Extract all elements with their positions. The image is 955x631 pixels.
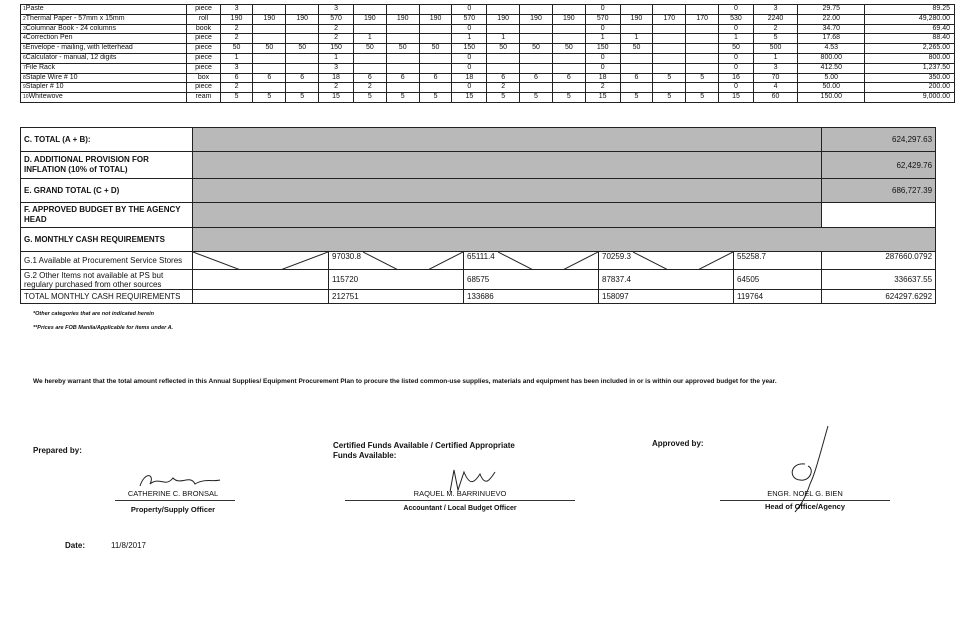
warrant-statement: We hereby warrant that the total amount reflected in this Annual Supplies/ Equipment Procurement Plan to procure the listed common-use supplies, materials and equipment has been included in or is within our approved budget for the year. bbox=[33, 378, 777, 385]
amount-cell: 1,237.50 bbox=[865, 63, 955, 73]
month-qty bbox=[520, 5, 553, 15]
quarter-qty: 18 bbox=[452, 73, 487, 83]
month-qty bbox=[552, 34, 585, 44]
amount-cell: 49,280.00 bbox=[865, 14, 955, 24]
month-qty bbox=[253, 34, 286, 44]
month-qty bbox=[353, 24, 386, 34]
quarter-qty: 15 bbox=[319, 93, 354, 103]
g1-q2: 65111.4 bbox=[467, 252, 495, 261]
quarter-qty: 0 bbox=[585, 63, 620, 73]
month-qty bbox=[620, 53, 653, 63]
month-qty: 2 bbox=[487, 83, 520, 93]
quarter-qty: 3 bbox=[319, 63, 354, 73]
price-cell: 22.00 bbox=[798, 14, 865, 24]
month-qty: 5 bbox=[487, 93, 520, 103]
month-qty bbox=[686, 63, 719, 73]
month-qty: 6 bbox=[353, 73, 386, 83]
month-qty: 1 bbox=[487, 34, 520, 44]
unit-cell: piece bbox=[187, 53, 220, 63]
item-number: 4 bbox=[23, 35, 26, 42]
item-name-cell bbox=[21, 44, 187, 54]
month-qty: 5 bbox=[220, 93, 253, 103]
month-qty bbox=[286, 24, 319, 34]
month-qty: 50 bbox=[253, 44, 286, 54]
item-name-cell bbox=[21, 83, 187, 93]
total-qty: 500 bbox=[753, 44, 797, 54]
month-qty bbox=[487, 5, 520, 15]
month-qty: 5 bbox=[686, 93, 719, 103]
quarter-qty: 1 bbox=[319, 53, 354, 63]
total-qty: 3 bbox=[753, 5, 797, 15]
item-name-cell bbox=[21, 5, 187, 15]
footnote-2: **Prices are FOB Manila/Applicable for items under A. bbox=[33, 325, 174, 331]
month-qty: 190 bbox=[620, 14, 653, 24]
price-cell: 17.68 bbox=[798, 34, 865, 44]
item-name: Columnar Book - 24 columns bbox=[25, 24, 117, 32]
quarter-qty: 2 bbox=[319, 83, 354, 93]
total-c-label: C. TOTAL (A + B): bbox=[21, 128, 193, 152]
item-name: Staple Wire # 10 bbox=[25, 73, 78, 81]
month-qty bbox=[419, 5, 452, 15]
g2-total: 336637.55 bbox=[822, 270, 936, 290]
table-row bbox=[21, 44, 955, 54]
quarter-qty: 0 bbox=[452, 5, 487, 15]
item-name: Paste bbox=[25, 5, 44, 12]
items-table bbox=[20, 4, 955, 103]
month-qty bbox=[419, 34, 452, 44]
quarter-qty: 1 bbox=[719, 34, 754, 44]
month-qty: 5 bbox=[286, 93, 319, 103]
month-qty bbox=[253, 63, 286, 73]
month-qty bbox=[253, 24, 286, 34]
month-qty: 50 bbox=[286, 44, 319, 54]
g1-q1: 97030.8 bbox=[332, 252, 361, 261]
quarter-qty: 530 bbox=[719, 14, 754, 24]
month-qty bbox=[653, 24, 686, 34]
total-c-value: 624,297.63 bbox=[822, 128, 936, 152]
month-qty: 50 bbox=[487, 44, 520, 54]
month-qty: 50 bbox=[419, 44, 452, 54]
item-name: Correction Pen bbox=[25, 34, 73, 42]
month-qty: 5 bbox=[253, 93, 286, 103]
g1-total: 287660.0792 bbox=[822, 252, 936, 270]
month-qty: 6 bbox=[419, 73, 452, 83]
price-cell: 34.70 bbox=[798, 24, 865, 34]
quarter-qty: 0 bbox=[585, 24, 620, 34]
grand-total-value: 686,727.39 bbox=[822, 179, 936, 203]
quarter-qty: 150 bbox=[319, 44, 354, 54]
month-qty: 190 bbox=[487, 14, 520, 24]
total-q4: 119764 bbox=[734, 290, 822, 304]
quarter-qty: 0 bbox=[719, 5, 754, 15]
item-number: 5 bbox=[23, 45, 26, 52]
total-qty: 1 bbox=[753, 53, 797, 63]
quarter-qty: 15 bbox=[452, 93, 487, 103]
quarter-qty: 570 bbox=[452, 14, 487, 24]
approved-name: ENGR. NOEL G. BIEN bbox=[767, 489, 843, 498]
month-qty: 190 bbox=[253, 14, 286, 24]
month-qty: 5 bbox=[353, 93, 386, 103]
item-name: Stapler # 10 bbox=[25, 83, 64, 91]
month-qty: 50 bbox=[353, 44, 386, 54]
item-number: 2 bbox=[23, 15, 26, 22]
month-qty bbox=[653, 53, 686, 63]
amount-cell: 2,265.00 bbox=[865, 44, 955, 54]
month-qty bbox=[286, 5, 319, 15]
item-name: File Rack bbox=[25, 63, 55, 71]
table-row bbox=[21, 53, 955, 63]
month-qty bbox=[552, 5, 585, 15]
month-qty bbox=[686, 5, 719, 15]
month-qty bbox=[620, 83, 653, 93]
month-qty: 6 bbox=[487, 73, 520, 83]
month-qty bbox=[419, 63, 452, 73]
month-qty: 50 bbox=[520, 44, 553, 54]
month-qty: 5 bbox=[620, 93, 653, 103]
month-qty bbox=[520, 53, 553, 63]
table-row bbox=[21, 5, 955, 15]
unit-cell: book bbox=[187, 24, 220, 34]
price-cell: 800.00 bbox=[798, 53, 865, 63]
month-qty bbox=[520, 83, 553, 93]
price-cell: 150.00 bbox=[798, 93, 865, 103]
item-number: 6 bbox=[23, 54, 26, 61]
amount-cell: 9,000.00 bbox=[865, 93, 955, 103]
month-qty: 1 bbox=[220, 53, 253, 63]
month-qty: 2 bbox=[353, 83, 386, 93]
table-row bbox=[21, 24, 955, 34]
month-qty bbox=[620, 24, 653, 34]
approved-title: Head of Office/Agency bbox=[764, 502, 846, 511]
month-qty: 6 bbox=[620, 73, 653, 83]
month-qty: 2 bbox=[220, 83, 253, 93]
quarter-qty: 50 bbox=[719, 44, 754, 54]
month-qty bbox=[386, 5, 419, 15]
item-name: Thermal Paper - 57mm x 15mm bbox=[25, 14, 125, 22]
month-qty: 50 bbox=[386, 44, 419, 54]
month-qty: 3 bbox=[220, 63, 253, 73]
month-qty: 1 bbox=[620, 34, 653, 44]
month-qty bbox=[520, 63, 553, 73]
month-qty: 190 bbox=[220, 14, 253, 24]
month-qty: 5 bbox=[552, 93, 585, 103]
item-name-cell bbox=[21, 14, 187, 24]
date-label: Date: bbox=[65, 541, 86, 550]
month-qty bbox=[487, 63, 520, 73]
quarter-qty: 0 bbox=[452, 83, 487, 93]
item-name-cell bbox=[21, 53, 187, 63]
quarter-qty: 0 bbox=[719, 63, 754, 73]
month-qty bbox=[487, 24, 520, 34]
table-row bbox=[21, 83, 955, 93]
month-qty bbox=[386, 83, 419, 93]
total-monthly-label: TOTAL MONTHLY CASH REQUIREMENTS bbox=[21, 290, 193, 304]
quarter-qty: 15 bbox=[719, 93, 754, 103]
month-qty: 190 bbox=[386, 14, 419, 24]
month-qty: 6 bbox=[253, 73, 286, 83]
quarter-qty: 2 bbox=[319, 24, 354, 34]
month-qty: 5 bbox=[520, 93, 553, 103]
month-qty: 2 bbox=[220, 34, 253, 44]
month-qty: 2 bbox=[220, 24, 253, 34]
quarter-qty: 150 bbox=[585, 44, 620, 54]
month-qty bbox=[353, 5, 386, 15]
month-qty: 50 bbox=[220, 44, 253, 54]
prepared-by-label: Prepared by: bbox=[33, 446, 82, 455]
month-qty bbox=[253, 83, 286, 93]
amount-cell: 89.25 bbox=[865, 5, 955, 15]
month-qty bbox=[686, 34, 719, 44]
month-qty bbox=[286, 63, 319, 73]
month-qty: 5 bbox=[386, 93, 419, 103]
month-qty bbox=[653, 44, 686, 54]
total-qty: 2 bbox=[753, 24, 797, 34]
month-qty bbox=[419, 53, 452, 63]
quarter-qty: 0 bbox=[585, 5, 620, 15]
item-name: Envelope - mailing, with letterhead bbox=[25, 44, 133, 52]
quarter-qty: 0 bbox=[452, 63, 487, 73]
item-name: Calculator - manual, 12 digits bbox=[25, 53, 117, 61]
month-qty: 170 bbox=[686, 14, 719, 24]
quarter-qty: 0 bbox=[719, 24, 754, 34]
table-row bbox=[21, 34, 955, 44]
month-qty: 6 bbox=[386, 73, 419, 83]
g1-q4: 55258.7 bbox=[734, 252, 822, 270]
quarter-qty: 570 bbox=[585, 14, 620, 24]
item-name-cell bbox=[21, 63, 187, 73]
quarter-qty: 1 bbox=[452, 34, 487, 44]
table-row bbox=[21, 14, 955, 24]
month-qty: 190 bbox=[552, 14, 585, 24]
unit-cell: piece bbox=[187, 5, 220, 15]
month-qty bbox=[620, 63, 653, 73]
amount-cell: 200.00 bbox=[865, 83, 955, 93]
month-qty bbox=[353, 63, 386, 73]
price-cell: 5.00 bbox=[798, 73, 865, 83]
summary-table bbox=[20, 127, 936, 304]
item-number: 9 bbox=[23, 84, 26, 91]
unit-cell: piece bbox=[187, 34, 220, 44]
total-qty: 4 bbox=[753, 83, 797, 93]
monthly-cash-label: G. MONTHLY CASH REQUIREMENTS bbox=[21, 228, 193, 252]
month-qty: 6 bbox=[220, 73, 253, 83]
quarter-qty: 1 bbox=[585, 34, 620, 44]
quarter-qty: 18 bbox=[585, 73, 620, 83]
quarter-qty: 150 bbox=[452, 44, 487, 54]
month-qty: 6 bbox=[286, 73, 319, 83]
month-qty: 5 bbox=[653, 93, 686, 103]
g2-q2: 68575 bbox=[464, 270, 599, 290]
price-cell: 29.75 bbox=[798, 5, 865, 15]
month-qty bbox=[386, 53, 419, 63]
inflation-value: 62,429.76 bbox=[822, 152, 936, 179]
price-cell: 4.53 bbox=[798, 44, 865, 54]
amount-cell: 800.00 bbox=[865, 53, 955, 63]
g1-q3: 70259.3 bbox=[602, 252, 631, 261]
month-qty bbox=[686, 53, 719, 63]
month-qty bbox=[419, 24, 452, 34]
unit-cell: box bbox=[187, 73, 220, 83]
quarter-qty: 2 bbox=[319, 34, 354, 44]
g2-q3: 87837.4 bbox=[599, 270, 734, 290]
month-qty: 1 bbox=[353, 34, 386, 44]
month-qty bbox=[520, 24, 553, 34]
quarter-qty: 3 bbox=[319, 5, 354, 15]
certified-title: Accountant / Local Budget Officer bbox=[403, 505, 517, 512]
month-qty: 5 bbox=[686, 73, 719, 83]
month-qty bbox=[653, 63, 686, 73]
unit-cell: piece bbox=[187, 44, 220, 54]
quarter-qty: 18 bbox=[319, 73, 354, 83]
month-qty: 5 bbox=[419, 93, 452, 103]
month-qty bbox=[253, 5, 286, 15]
prepared-name: CATHERINE C. BRONSAL bbox=[127, 489, 219, 498]
item-number: 7 bbox=[23, 64, 26, 71]
total-q1: 212751 bbox=[329, 290, 464, 304]
month-qty: 190 bbox=[286, 14, 319, 24]
inflation-label: D. ADDITIONAL PROVISION FOR INFLATION (10% of TOTAL) bbox=[21, 152, 193, 179]
total-qty: 70 bbox=[753, 73, 797, 83]
month-qty bbox=[353, 53, 386, 63]
item-name: Whitewove bbox=[28, 93, 63, 101]
table-row bbox=[21, 93, 955, 103]
approved-by-label: Approved by: bbox=[652, 439, 704, 448]
g2-q4: 64505 bbox=[734, 270, 822, 290]
g2-label: G.2 Other Items not available at PS but regulary purchased from other sources bbox=[21, 270, 193, 290]
item-number: 1 bbox=[23, 6, 26, 12]
month-qty bbox=[419, 83, 452, 93]
month-qty bbox=[386, 24, 419, 34]
month-qty: 6 bbox=[520, 73, 553, 83]
quarter-qty: 0 bbox=[719, 83, 754, 93]
table-row bbox=[21, 63, 955, 73]
month-qty bbox=[286, 34, 319, 44]
unit-cell: piece bbox=[187, 83, 220, 93]
month-qty bbox=[286, 83, 319, 93]
month-qty: 3 bbox=[220, 5, 253, 15]
unit-cell: piece bbox=[187, 63, 220, 73]
month-qty bbox=[487, 53, 520, 63]
prepared-title: Property/Supply Officer bbox=[130, 505, 216, 514]
month-qty bbox=[386, 34, 419, 44]
total-grand: 624297.6292 bbox=[822, 290, 936, 304]
month-qty bbox=[653, 83, 686, 93]
unit-cell: ream bbox=[187, 93, 220, 103]
g2-q1: 115720 bbox=[329, 270, 464, 290]
total-q3: 158097 bbox=[599, 290, 734, 304]
month-qty bbox=[653, 34, 686, 44]
month-qty bbox=[653, 5, 686, 15]
month-qty bbox=[386, 63, 419, 73]
item-name-cell bbox=[21, 24, 187, 34]
month-qty bbox=[686, 24, 719, 34]
month-qty: 50 bbox=[552, 44, 585, 54]
month-qty: 170 bbox=[653, 14, 686, 24]
grand-total-label: E. GRAND TOTAL (C + D) bbox=[21, 179, 193, 203]
price-cell: 412.50 bbox=[798, 63, 865, 73]
item-number: 10 bbox=[23, 94, 29, 101]
quarter-qty: 15 bbox=[585, 93, 620, 103]
total-qty: 60 bbox=[753, 93, 797, 103]
amount-cell: 88.40 bbox=[865, 34, 955, 44]
amount-cell: 69.40 bbox=[865, 24, 955, 34]
certified-funds-label: Certified Funds Available / Certified Appropriate Funds Available: bbox=[333, 441, 515, 460]
month-qty bbox=[552, 63, 585, 73]
month-qty: 190 bbox=[353, 14, 386, 24]
item-number: 8 bbox=[23, 74, 26, 81]
month-qty bbox=[552, 53, 585, 63]
month-qty: 190 bbox=[520, 14, 553, 24]
total-q2: 133686 bbox=[464, 290, 599, 304]
total-qty: 5 bbox=[753, 34, 797, 44]
total-qty: 2240 bbox=[753, 14, 797, 24]
month-qty bbox=[552, 83, 585, 93]
month-qty bbox=[253, 53, 286, 63]
footnote-1: *Other categories that are not indicated herein bbox=[33, 311, 155, 317]
item-number: 3 bbox=[23, 25, 26, 32]
item-name-cell bbox=[21, 93, 187, 103]
item-name-cell bbox=[21, 34, 187, 44]
total-qty: 3 bbox=[753, 63, 797, 73]
price-cell: 50.00 bbox=[798, 83, 865, 93]
g1-label: G.1 Available at Procurement Service Stores bbox=[21, 252, 193, 270]
quarter-qty: 16 bbox=[719, 73, 754, 83]
quarter-qty: 0 bbox=[452, 24, 487, 34]
month-qty bbox=[686, 83, 719, 93]
date-value: 11/8/2017 bbox=[111, 541, 146, 550]
month-qty bbox=[520, 34, 553, 44]
month-qty: 190 bbox=[419, 14, 452, 24]
month-qty bbox=[552, 24, 585, 34]
quarter-qty: 2 bbox=[585, 83, 620, 93]
amount-cell: 350.00 bbox=[865, 73, 955, 83]
empty-crossed-cell bbox=[193, 252, 329, 270]
quarter-qty: 0 bbox=[585, 53, 620, 63]
unit-cell: roll bbox=[187, 14, 220, 24]
month-qty: 6 bbox=[552, 73, 585, 83]
table-row bbox=[21, 73, 955, 83]
item-name-cell bbox=[21, 73, 187, 83]
approved-budget-label: F. APPROVED BUDGET BY THE AGENCY HEAD bbox=[21, 203, 193, 228]
quarter-qty: 570 bbox=[319, 14, 354, 24]
month-qty bbox=[620, 5, 653, 15]
month-qty: 50 bbox=[620, 44, 653, 54]
quarter-qty: 0 bbox=[719, 53, 754, 63]
month-qty: 5 bbox=[653, 73, 686, 83]
certified-name: RAQUEL M. BARRINUEVO bbox=[413, 489, 507, 498]
month-qty bbox=[686, 44, 719, 54]
month-qty bbox=[286, 53, 319, 63]
quarter-qty: 0 bbox=[452, 53, 487, 63]
